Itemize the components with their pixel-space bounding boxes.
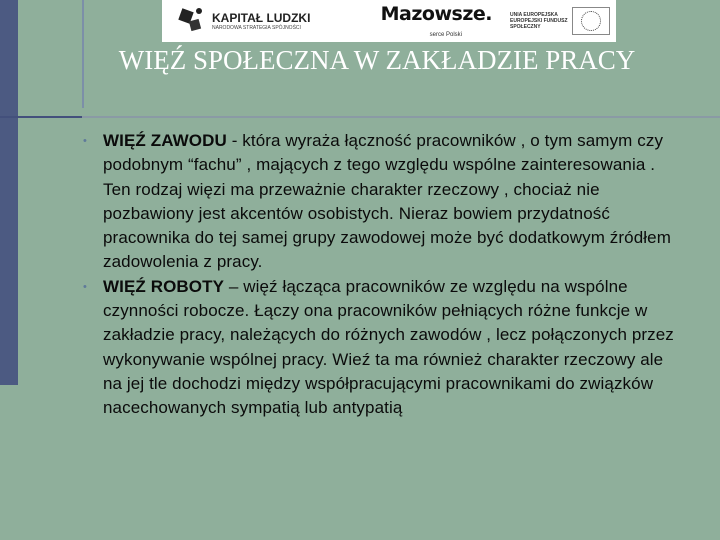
horizontal-divider-left bbox=[0, 116, 82, 118]
bullet-text: - która wyraża łączność pracowników , o tym samym czy podobnym “fachu” , mających z tego względu wspólne zainteresowania . Ten rodzaj więzi ma przeważnie charakter rzeczowy , chociaż nie pozbawiony jest akcentów osobistych. Nieraz bowiem przydatność pracownika do tej samej grupy zawodowej może być dodatkowym źródłem zadowolenia z pracy. bbox=[103, 131, 671, 272]
slide-title: WIĘŹ SPOŁECZNA W ZAKŁADZIE PRACY bbox=[118, 45, 636, 75]
bullet-icon: • bbox=[83, 135, 87, 147]
bullet-text: – więź łącząca pracowników ze względu na wspólne czynności robocze. Łączy ona pracowników pełniących różne funkcje w zakładzie pracy, należących do różnych zawodów , lecz połączonych przez wykonywanie wspólnej pracy. Wieź ta ma również charakter rzeczowy ale na jej tle dochodzi między współpracującymi pracownikami do związków nacechowanych sympatią lub antypatią bbox=[103, 276, 674, 418]
mazowsze-logo bbox=[342, 2, 492, 38]
left-accent-bar bbox=[0, 0, 18, 385]
bullet-term: WIĘŹ ZAWODU bbox=[103, 131, 227, 150]
left-accent-bar-lower bbox=[0, 385, 18, 540]
kapital-ludzki-title: KAPITAŁ LUDZKI bbox=[212, 10, 311, 25]
logo-strip bbox=[162, 0, 616, 42]
eu-logo bbox=[510, 7, 610, 35]
kapital-ludzki-logo bbox=[180, 6, 330, 36]
eu-flag-icon bbox=[572, 7, 610, 35]
bullet-term: WIĘŹ ROBOTY bbox=[103, 276, 225, 296]
bullet-item-wiez-zawodu bbox=[83, 129, 683, 275]
kapital-ludzki-subtitle: NARODOWA STRATEGIA SPÓJNOŚCI bbox=[212, 24, 301, 31]
horizontal-divider bbox=[0, 116, 720, 118]
eu-logo-text: UNIA EUROPEJSKA EUROPEJSKI FUNDUSZ SPOŁECZNY bbox=[510, 11, 568, 31]
mazowsze-wordmark: Mazowsze. bbox=[380, 2, 492, 25]
bullet-icon: • bbox=[83, 280, 87, 293]
bullet-item-wiez-roboty bbox=[83, 275, 683, 421]
mazowsze-subtitle: serce Polski bbox=[429, 31, 462, 38]
kapital-ludzki-emblem-icon bbox=[180, 6, 206, 36]
bullet-list bbox=[83, 129, 683, 421]
